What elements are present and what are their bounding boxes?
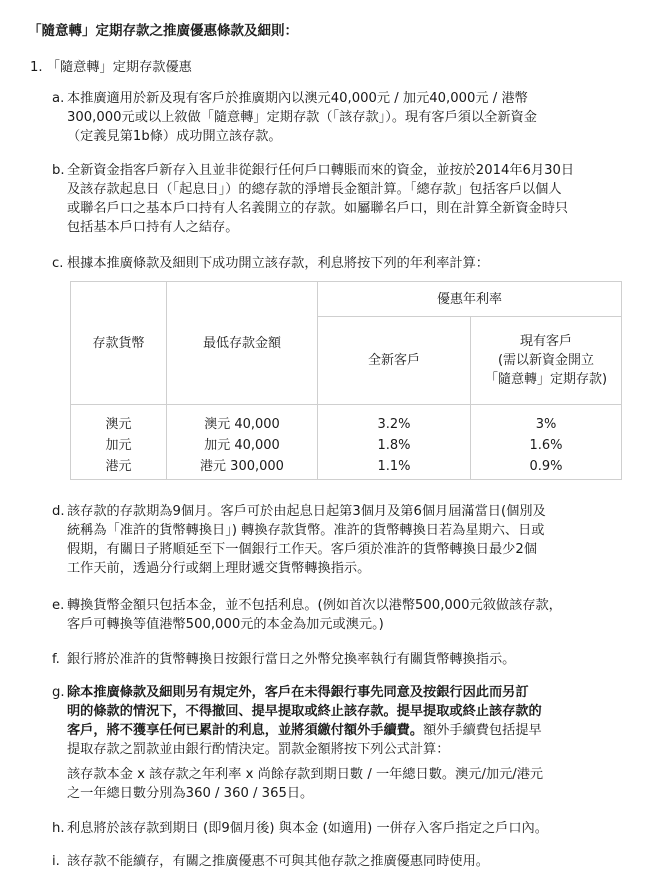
header-existing-line: (需以新資金開立 (497, 353, 595, 368)
clause-bold-text: 客戶，將不獲享任何已累計的利息，並將須繳付額外手續費。 (67, 723, 424, 738)
header-preferential-rate: 優惠年利率 (318, 282, 622, 317)
clause-label: i. (52, 854, 60, 869)
clause-c (52, 254, 627, 273)
clause-h (52, 819, 627, 838)
clause-line: 該存款的存款期為9個月。客戶可於由起息日起第3個月及第6個月屆滿當日(個別及 (67, 504, 546, 519)
table-cell: 港元 300,000 (200, 459, 284, 474)
clause-i (52, 852, 627, 871)
currency-column (71, 405, 167, 480)
clause-line: 300,000元或以上敘做「隨意轉」定期存款（「該存款」）。現有客戶須以全新資金 (67, 110, 537, 125)
table-cell: 加元 (105, 438, 132, 453)
clause-line: 該存款不能續存，有關之推廣優惠不可與其他存款之推廣優惠同時使用。 (67, 854, 489, 869)
clause-line: 銀行將於准許的貨幣轉換日按銀行當日之外幣兌換率執行有關貨幣轉換指示。 (67, 652, 516, 667)
clause-label: c. (52, 256, 64, 271)
clause-label: e. (52, 598, 65, 613)
clause-line: 本推廣適用於新及現有客戶於推廣期內以澳元40,000元 / 加元40,000元 / 港幣 (67, 91, 528, 106)
header-existing-customer (471, 317, 622, 405)
clause-g (52, 683, 627, 803)
clause-d (52, 502, 627, 578)
min-deposit-column (167, 405, 318, 480)
table-cell: 加元 40,000 (204, 438, 280, 453)
existing-customer-rate-column (471, 405, 622, 480)
clause-label: b. (52, 163, 65, 178)
clause-normal-text: 額外手續費包括提早 (423, 723, 542, 738)
clause-line: 工作天前，透過分行或網上理財遞交貨幣轉換指示。 (67, 561, 371, 576)
clause-line: 提取存款之罰款並由銀行酌情決定。罰款金額將按下列公式計算： (67, 742, 450, 757)
header-min-deposit: 最低存款金額 (167, 282, 318, 405)
table-cell: 3% (535, 417, 557, 432)
clause-label: a. (52, 91, 65, 106)
section-label: 「隨意轉」定期存款優惠 (46, 60, 192, 75)
header-existing-line: 現有客戶 (519, 334, 572, 349)
clause-label: f. (52, 652, 60, 667)
clause-line: 客戶可轉換等值港幣500,000元的本金為加元或澳元。) (67, 617, 384, 632)
clause-line: 根據本推廣條款及細則下成功開立該存款，利息將按下列的年利率計算： (67, 256, 489, 271)
interest-rate-table (70, 281, 622, 480)
header-existing-line: 「隨意轉」定期存款) (484, 372, 608, 387)
clause-line: （定義見第1b條）成功開立該存款。 (67, 129, 282, 144)
header-currency: 存款貨幣 (71, 282, 167, 405)
table-cell: 3.2% (377, 417, 411, 432)
table-cell: 澳元 40,000 (204, 417, 280, 432)
clause-label: h. (52, 821, 65, 836)
clause-line: 包括基本戶口持有人之結存。 (67, 220, 239, 235)
section-1-heading (30, 58, 192, 77)
table-cell: 澳元 (105, 417, 132, 432)
page-title: 「隨意轉」定期存款之推廣優惠條款及細則： (28, 23, 298, 39)
table-cell: 0.9% (529, 459, 563, 474)
clause-line: 利息將於該存款到期日 (即9個月後) 與本金 (如適用) 一併存入客戶指定之戶口內。 (67, 821, 548, 836)
clause-label: g. (52, 685, 65, 700)
clause-line: 轉換貨幣金額只包括本金，並不包括利息。(例如首次以港幣500,000元敘做該存款， (67, 598, 562, 613)
clause-a (52, 89, 627, 146)
clause-line: 全新資金指客戶新存入且並非從銀行任何戶口轉賬而來的資金，並按於2014年6月30日 (67, 163, 575, 178)
table-cell: 1.8% (377, 438, 411, 453)
clause-mixed-line (67, 721, 627, 740)
clause-label: d. (52, 504, 65, 519)
clause-b (52, 161, 627, 237)
clause-bold-line: 除本推廣條款及細則另有規定外，客戶在未得銀行事先同意及按銀行因此而另訂 (67, 685, 529, 700)
formula-line: 之一年總日數分別為360 / 360 / 365日。 (67, 786, 314, 801)
section-number: 1. (30, 60, 43, 75)
clause-f (52, 650, 627, 669)
clause-bold-line: 明的條款的情況下，不得撤回、提早提取或終止該存款。提早提取或終止該存款的 (67, 704, 542, 719)
header-new-customer: 全新客戶 (318, 317, 471, 405)
table-cell: 1.1% (377, 459, 411, 474)
formula-line: 該存款本金 x 該存款之年利率 x 尚餘存款到期日數 / 一年總日數。澳元/加元/港元 (67, 767, 544, 782)
new-customer-rate-column (318, 405, 471, 480)
clause-line: 或聯名戶口之基本戶口持有人名義開立的存款。如屬聯名戶口，則在計算全新資金時只 (67, 201, 569, 216)
clause-e (52, 596, 627, 634)
clause-line: 及該存款起息日（「起息日」）的總存款的淨增長金額計算。「總存款」包括客戶以個人 (67, 182, 562, 197)
clause-line: 假期，有關日子將順延至下一個銀行工作天。客戶須於准許的貨幣轉換日最少2個 (67, 542, 537, 557)
table-cell: 港元 (105, 459, 132, 474)
clause-line: 統稱為「准許的貨幣轉換日」) 轉換存款貨幣。准許的貨幣轉換日若為星期六、日或 (67, 523, 545, 538)
table-cell: 1.6% (529, 438, 563, 453)
